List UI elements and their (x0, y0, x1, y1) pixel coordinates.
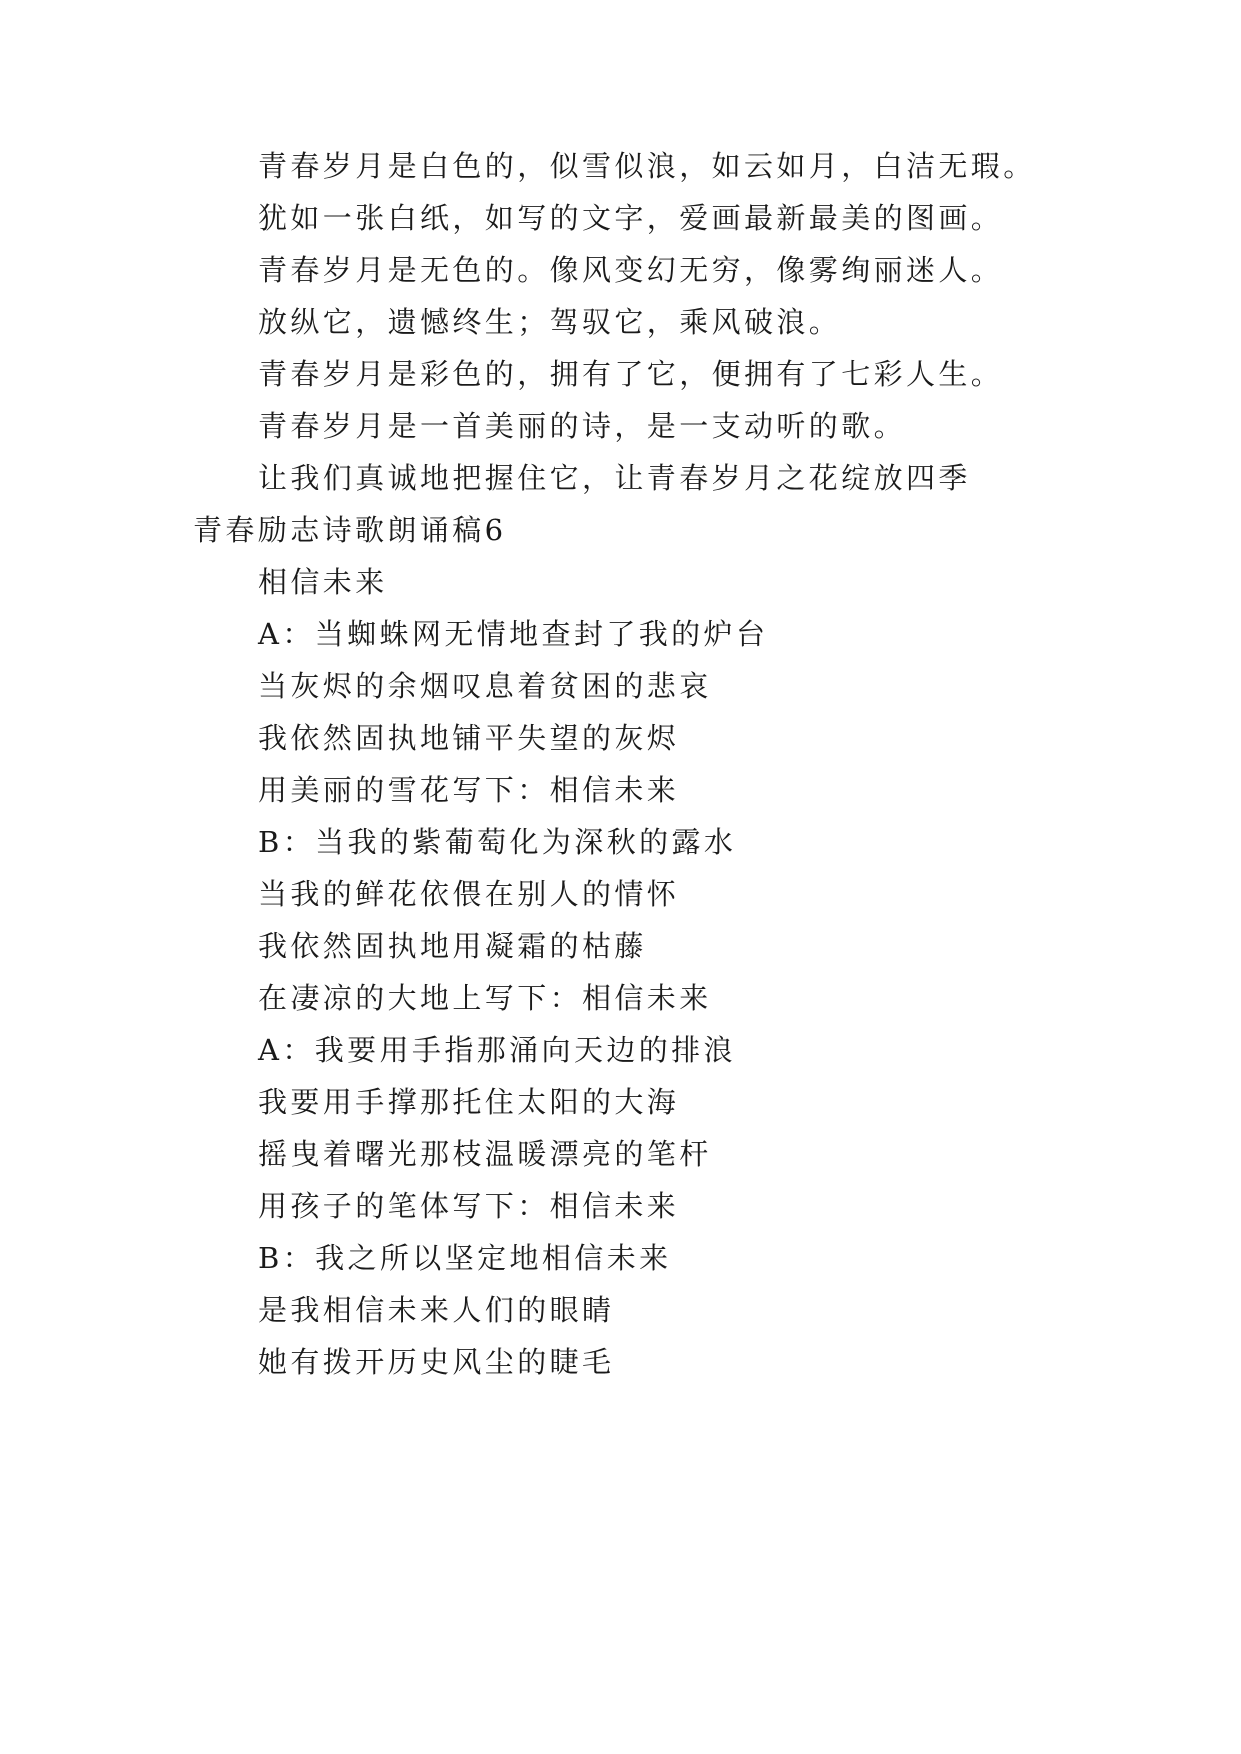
poem-line: 我依然固执地铺平失望的灰烬 (258, 721, 680, 755)
poem-line: 摇曳着曙光那枝温暖漂亮的笔杆 (258, 1137, 712, 1171)
poem-line: 犹如一张白纸，如写的文字，爱画最新最美的图画。 (258, 201, 1004, 235)
poem-line: 青春岁月是白色的，似雪似浪，如云如月，白洁无瑕。 (258, 149, 1036, 183)
poem-title: 相信未来 (258, 565, 388, 599)
poem-line: A：我要用手指那涌向天边的排浪 (258, 1033, 736, 1067)
poem-line: 我依然固执地用凝霜的枯藤 (258, 929, 647, 963)
poem-line: B：当我的紫葡萄化为深秋的露水 (258, 825, 737, 859)
poem-line: A：当蜘蛛网无情地查封了我的炉台 (258, 617, 769, 651)
poem-line: 在凄凉的大地上写下：相信未来 (258, 981, 712, 1015)
poem-line: 青春岁月是无色的。像风变幻无穷，像雾绚丽迷人。 (258, 253, 1004, 287)
poem-line: 青春岁月是一首美丽的诗，是一支动听的歌。 (258, 409, 907, 443)
poem-line: 让我们真诚地把握住它，让青春岁月之花绽放四季 (258, 461, 971, 495)
poem-line: B：我之所以坚定地相信未来 (258, 1241, 672, 1275)
poem-line: 是我相信未来人们的眼睛 (258, 1293, 615, 1327)
section-heading: 青春励志诗歌朗诵稿6 (193, 513, 507, 547)
poem-line: 用美丽的雪花写下：相信未来 (258, 773, 680, 807)
poem-line: 当我的鲜花依偎在别人的情怀 (258, 877, 680, 911)
poem-line: 青春岁月是彩色的，拥有了它，便拥有了七彩人生。 (258, 357, 1004, 391)
poem-line: 当灰烬的余烟叹息着贫困的悲哀 (258, 669, 712, 703)
poem-line: 放纵它，遗憾终生；驾驭它，乘风破浪。 (258, 305, 842, 339)
poem-line: 用孩子的笔体写下：相信未来 (258, 1189, 680, 1223)
poem-line: 她有拨开历史风尘的睫毛 (258, 1345, 615, 1379)
poem-line: 我要用手撑那托住太阳的大海 (258, 1085, 680, 1119)
